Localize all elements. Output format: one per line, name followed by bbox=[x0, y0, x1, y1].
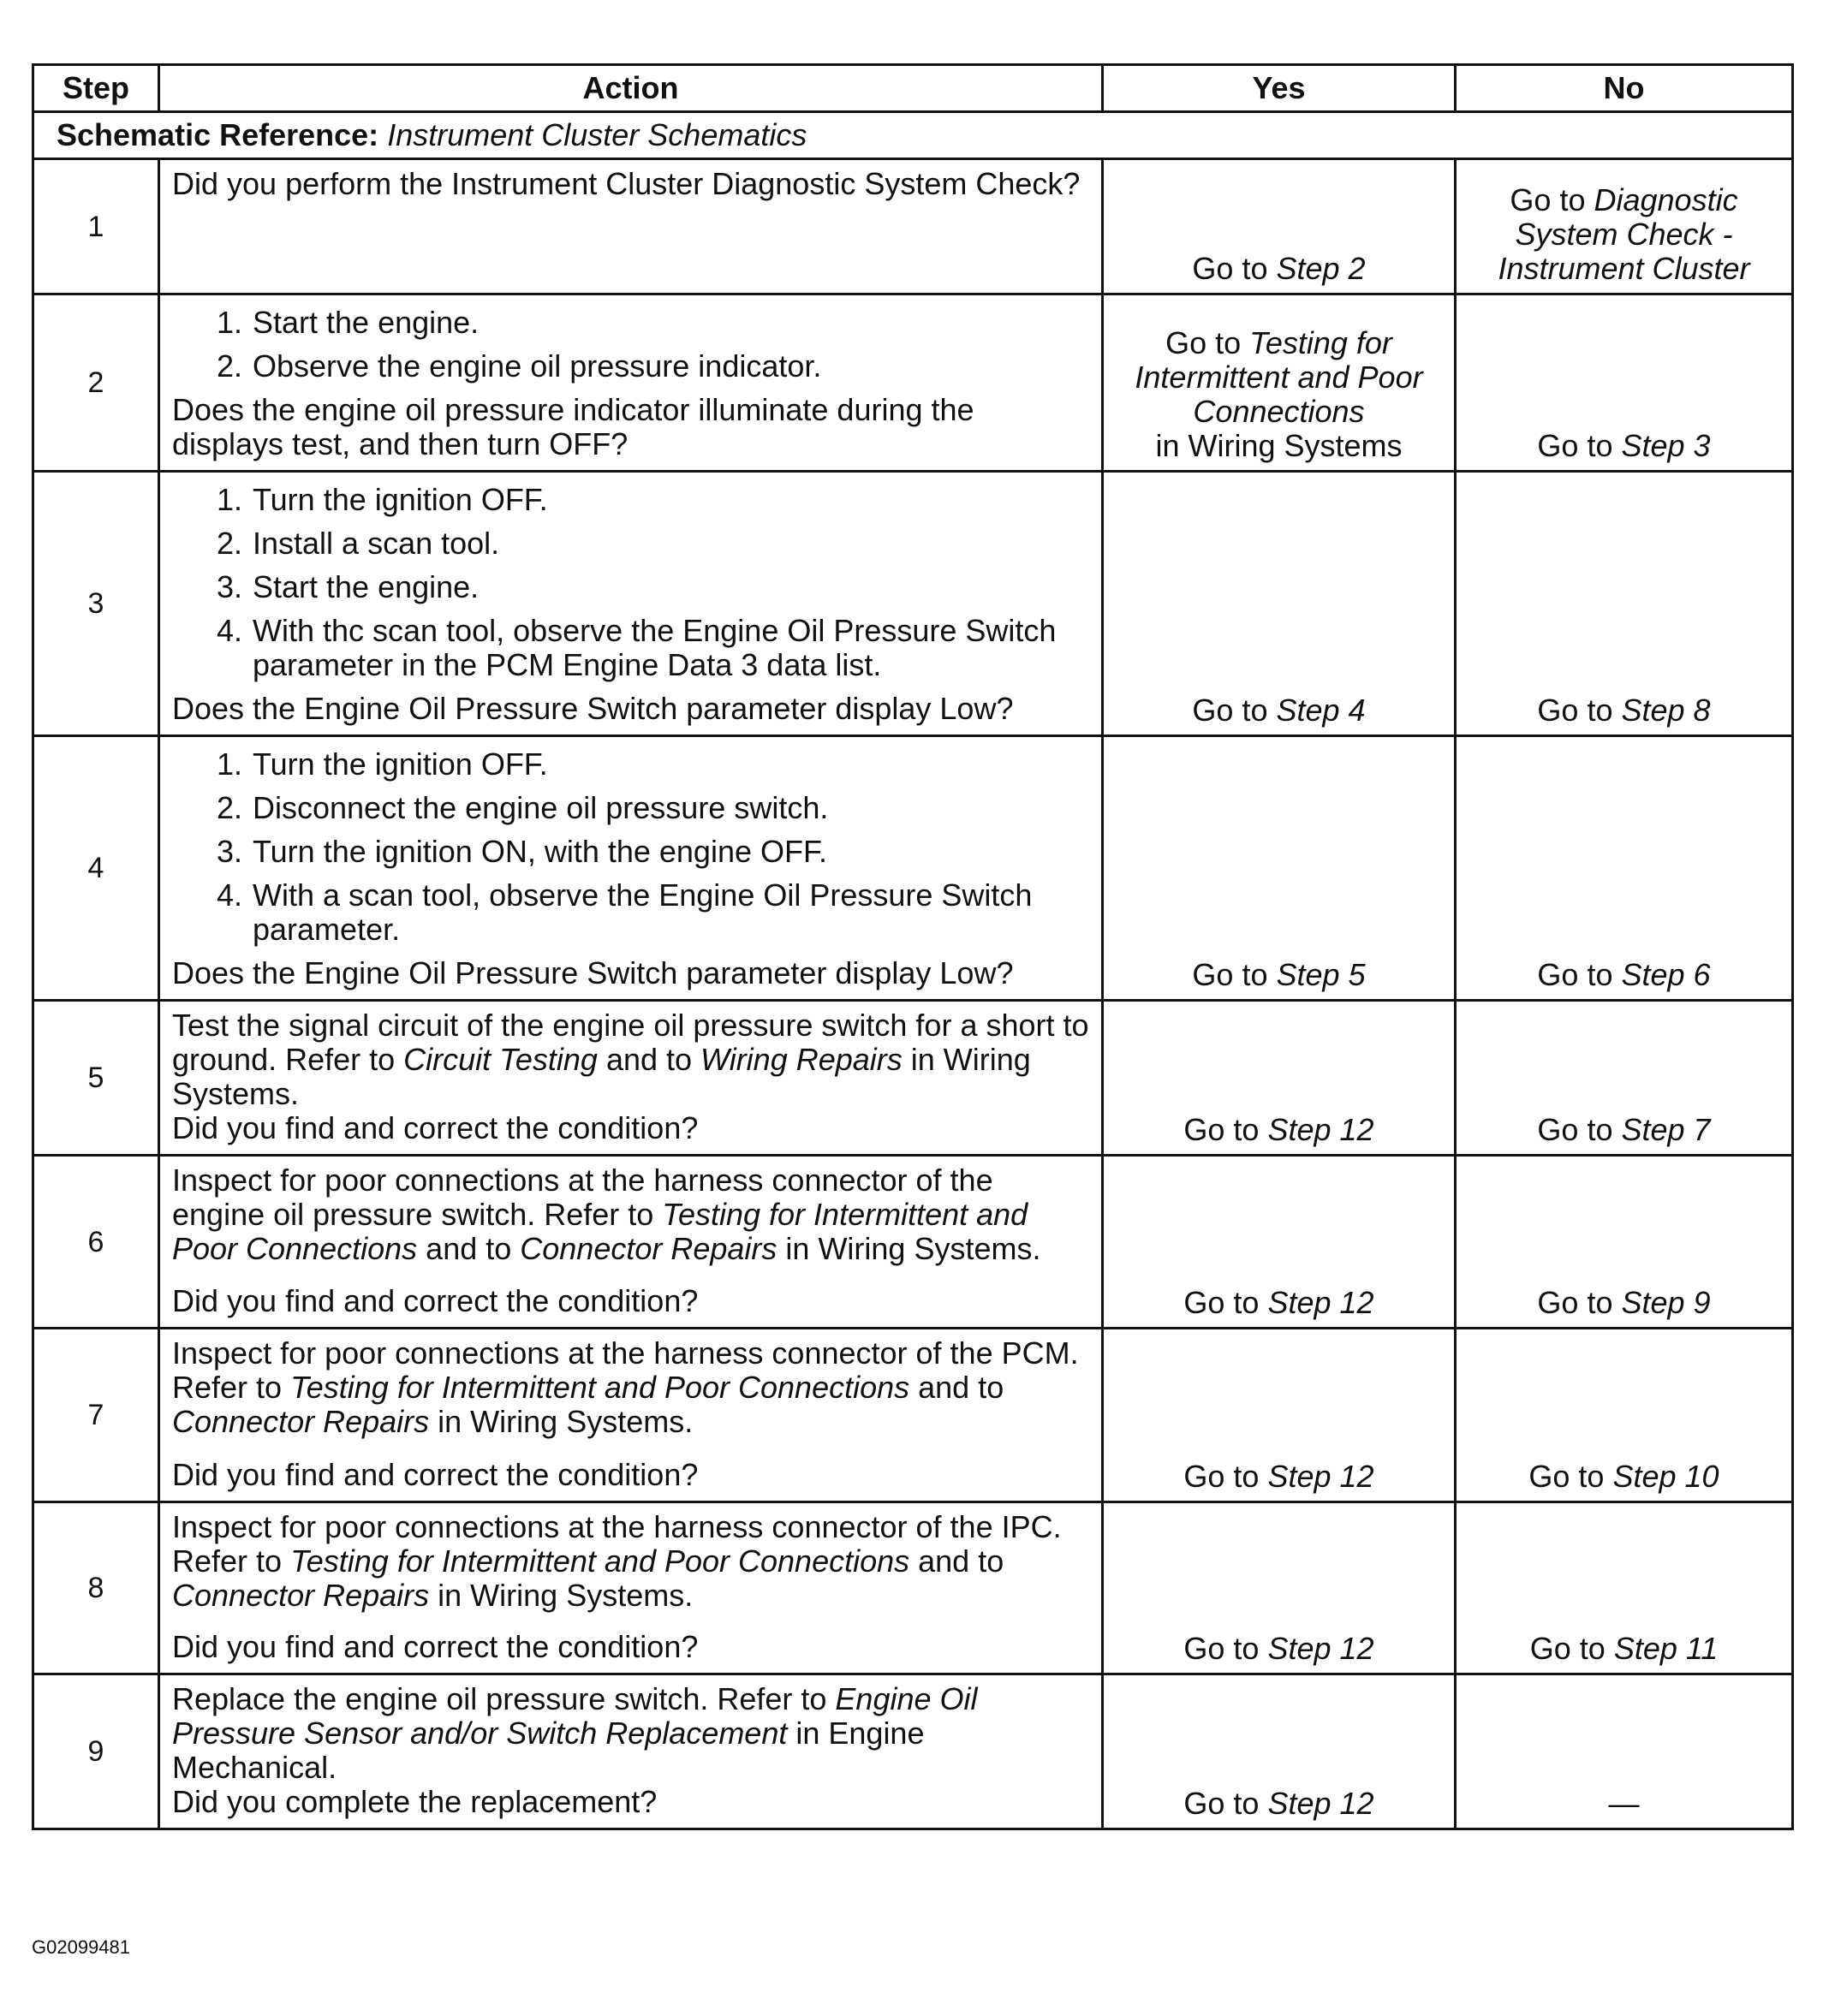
action-content-4 bbox=[172, 744, 1089, 990]
no-cell-4 bbox=[1456, 736, 1793, 1001]
action-step-item bbox=[172, 835, 1089, 869]
action-steps-2 bbox=[172, 306, 1089, 384]
no-cell-5 bbox=[1456, 1001, 1793, 1156]
no-link-6[interactable]: Step 9 bbox=[1621, 1285, 1711, 1320]
action-step-text: With a scan tool, observe the Engine Oil Pressure Switch parameter. bbox=[253, 877, 1033, 947]
no-goto-5: Go to bbox=[1537, 1112, 1622, 1147]
action-step-item bbox=[172, 483, 1089, 517]
step-number-9: 9 bbox=[33, 1674, 159, 1829]
action-step-text: Disconnect the engine oil pressure switch. bbox=[253, 790, 829, 825]
yes-link-5[interactable]: Step 12 bbox=[1267, 1112, 1374, 1147]
action-cell-3 bbox=[159, 472, 1103, 736]
action-text-part-5: and to bbox=[597, 1042, 701, 1077]
action-step-number: 2. bbox=[216, 526, 242, 561]
yes-goto-5: Go to bbox=[1183, 1112, 1268, 1147]
schematic-reference-link[interactable]: Instrument Cluster Schematics bbox=[387, 117, 807, 152]
action-text-part-8: Inspect for poor connections at the harness connector of the IPC. Refer to bbox=[172, 1509, 1062, 1579]
action-text-part-7: Inspect for poor connections at the harness connector of the PCM. Refer to bbox=[172, 1335, 1079, 1405]
table-row bbox=[33, 1674, 1793, 1829]
action-step-text: Turn the ignition OFF. bbox=[253, 746, 548, 782]
action-reference-5[interactable]: Wiring Repairs bbox=[700, 1042, 903, 1077]
action-steps-3 bbox=[172, 483, 1089, 682]
action-question-2: Does the engine oil pressure indicator illuminate during the displays test, and then turn OFF? bbox=[172, 392, 974, 461]
action-step-item bbox=[172, 878, 1089, 947]
action-text-part-6: Inspect for poor connections at the harness connector of the engine oil pressure switch. Refer to bbox=[172, 1163, 993, 1232]
action-step-number: 3. bbox=[216, 569, 242, 604]
action-content-8 bbox=[172, 1510, 1089, 1664]
action-top-9 bbox=[172, 1682, 1089, 1785]
action-step-item bbox=[172, 306, 1089, 340]
action-question-8: Did you find and correct the condition? bbox=[172, 1629, 699, 1664]
yes-link-6[interactable]: Step 12 bbox=[1267, 1285, 1374, 1320]
action-text-1: Did you perform the Instrument Cluster Diagnostic System Check? bbox=[172, 166, 1081, 201]
yes-cell-2 bbox=[1103, 294, 1456, 472]
action-top-2 bbox=[172, 302, 1089, 393]
action-step-text: Turn the ignition ON, with the engine OFF. bbox=[253, 834, 827, 869]
yes-cell-7 bbox=[1103, 1329, 1456, 1502]
no-cell-7 bbox=[1456, 1329, 1793, 1502]
action-content-5 bbox=[172, 1008, 1089, 1145]
step-number-8: 8 bbox=[33, 1502, 159, 1674]
action-text-part-5: Test the signal circuit of the engine oil pressure switch for a short to ground. Refer to bbox=[172, 1008, 1089, 1077]
no-link-2[interactable]: Step 3 bbox=[1621, 428, 1711, 463]
yes-cell-9 bbox=[1103, 1674, 1456, 1829]
action-reference-9[interactable]: Engine Oil Pressure Sensor and/or Switch Replacement bbox=[172, 1681, 978, 1751]
action-step-item bbox=[172, 570, 1089, 604]
yes-suffix-2: in Wiring Systems bbox=[1155, 428, 1403, 463]
no-cell-2 bbox=[1456, 294, 1793, 472]
schematic-reference-cell bbox=[33, 112, 1793, 159]
action-text-part-5: in Wiring Systems. bbox=[172, 1042, 1031, 1111]
yes-cell-3 bbox=[1103, 472, 1456, 736]
no-link-8[interactable]: Step 11 bbox=[1613, 1631, 1719, 1666]
table-row bbox=[33, 1001, 1793, 1156]
action-step-text: Observe the engine oil pressure indicator. bbox=[253, 348, 822, 384]
action-step-text: Start the engine. bbox=[253, 569, 480, 604]
action-step-item bbox=[172, 791, 1089, 825]
action-cell-6 bbox=[159, 1156, 1103, 1329]
table-row bbox=[33, 736, 1793, 1001]
action-top-3 bbox=[172, 479, 1089, 692]
no-goto-7: Go to bbox=[1528, 1459, 1613, 1494]
yes-cell-5 bbox=[1103, 1001, 1456, 1156]
no-link-7[interactable]: Step 10 bbox=[1612, 1459, 1719, 1494]
no-cell-6 bbox=[1456, 1156, 1793, 1329]
action-text-part-6: and to bbox=[417, 1231, 521, 1266]
action-text-part-9: in Engine Mechanical. bbox=[172, 1716, 925, 1785]
action-top-8 bbox=[172, 1510, 1089, 1613]
action-question-4: Does the Engine Oil Pressure Switch parameter display Low? bbox=[172, 955, 1014, 990]
step-number-4: 4 bbox=[33, 736, 159, 1001]
action-step-text: Turn the ignition OFF. bbox=[253, 482, 548, 517]
action-top-6 bbox=[172, 1163, 1089, 1266]
action-cell-2 bbox=[159, 294, 1103, 472]
action-step-item bbox=[172, 349, 1089, 384]
action-content-2 bbox=[172, 302, 1089, 461]
action-cell-8 bbox=[159, 1502, 1103, 1674]
action-step-number: 1. bbox=[216, 746, 242, 782]
action-step-text: Install a scan tool. bbox=[253, 526, 500, 561]
step-number-5: 5 bbox=[33, 1001, 159, 1156]
step-number-1: 1 bbox=[33, 159, 159, 294]
action-question-5: Did you find and correct the condition? bbox=[172, 1110, 699, 1145]
action-reference-7[interactable]: Testing for Intermittent and Poor Connections bbox=[290, 1370, 910, 1405]
action-question-3: Does the Engine Oil Pressure Switch parameter display Low? bbox=[172, 691, 1014, 726]
no-goto-6: Go to bbox=[1537, 1285, 1622, 1320]
action-reference-8[interactable]: Connector Repairs bbox=[172, 1578, 430, 1613]
no-cell-9 bbox=[1456, 1674, 1793, 1829]
action-text-part-7: in Wiring Systems. bbox=[429, 1404, 694, 1439]
no-link-5[interactable]: Step 7 bbox=[1621, 1112, 1711, 1147]
no-goto-4: Go to bbox=[1537, 957, 1622, 992]
step-number-2: 2 bbox=[33, 294, 159, 472]
yes-goto-7: Go to bbox=[1183, 1459, 1268, 1494]
action-text-part-8: and to bbox=[909, 1543, 1004, 1579]
no-link-3[interactable]: Step 8 bbox=[1621, 693, 1711, 728]
header-row bbox=[33, 65, 1793, 112]
action-top-4 bbox=[172, 744, 1089, 956]
action-step-number: 3. bbox=[216, 834, 242, 869]
action-cell-5 bbox=[159, 1001, 1103, 1156]
action-reference-5[interactable]: Circuit Testing bbox=[403, 1042, 598, 1077]
header-yes: Yes bbox=[1103, 65, 1456, 112]
yes-cell-4 bbox=[1103, 736, 1456, 1001]
table-row bbox=[33, 1329, 1793, 1502]
yes-cell-1 bbox=[1103, 159, 1456, 294]
figure-id: G02099481 bbox=[32, 1936, 130, 1958]
action-step-item bbox=[172, 526, 1089, 561]
no-link-4[interactable]: Step 6 bbox=[1621, 957, 1711, 992]
yes-goto-2: Go to bbox=[1165, 325, 1250, 360]
no-cell-8 bbox=[1456, 1502, 1793, 1674]
yes-link-7[interactable]: Step 12 bbox=[1267, 1459, 1374, 1494]
yes-link-8[interactable]: Step 12 bbox=[1267, 1631, 1374, 1666]
schematic-reference-label: Schematic Reference: bbox=[57, 117, 379, 152]
action-content-1 bbox=[172, 167, 1089, 284]
action-top-5 bbox=[172, 1008, 1089, 1111]
no-cell-1 bbox=[1456, 159, 1793, 294]
action-text-part-8: in Wiring Systems. bbox=[429, 1578, 694, 1613]
no-goto-2: Go to bbox=[1537, 428, 1622, 463]
header-action: Action bbox=[159, 65, 1103, 112]
action-step-item bbox=[172, 747, 1089, 782]
yes-goto-3: Go to bbox=[1192, 693, 1277, 728]
action-reference-8[interactable]: Testing for Intermittent and Poor Connections bbox=[290, 1543, 910, 1579]
action-step-number: 1. bbox=[216, 482, 242, 517]
action-step-text: With thc scan tool, observe the Engine Oil Pressure Switch parameter in the PCM Engine Data 3 data list. bbox=[253, 613, 1057, 682]
action-step-number: 2. bbox=[216, 348, 242, 384]
yes-goto-6: Go to bbox=[1183, 1285, 1268, 1320]
yes-goto-9: Go to bbox=[1183, 1786, 1268, 1821]
action-content-3 bbox=[172, 479, 1089, 726]
action-top-1 bbox=[172, 167, 1089, 201]
yes-link-3[interactable]: Step 4 bbox=[1276, 693, 1366, 728]
action-step-text: Start the engine. bbox=[253, 305, 480, 340]
action-content-7 bbox=[172, 1336, 1089, 1492]
action-question-7: Did you find and correct the condition? bbox=[172, 1457, 699, 1492]
action-steps-4 bbox=[172, 747, 1089, 947]
no-goto-3: Go to bbox=[1537, 693, 1622, 728]
yes-cell-8 bbox=[1103, 1502, 1456, 1674]
yes-goto-1: Go to bbox=[1192, 251, 1277, 286]
table-row bbox=[33, 159, 1793, 294]
table-row bbox=[33, 472, 1793, 736]
action-text-8 bbox=[172, 1510, 1089, 1613]
no-goto-1: Go to bbox=[1510, 182, 1594, 217]
yes-cell-6 bbox=[1103, 1156, 1456, 1329]
header-step: Step bbox=[33, 65, 159, 112]
no-dash-9: — bbox=[1608, 1786, 1640, 1821]
action-cell-1 bbox=[159, 159, 1103, 294]
table-row bbox=[33, 294, 1793, 472]
action-top-7 bbox=[172, 1336, 1089, 1439]
action-reference-6[interactable]: Testing for Intermittent and Poor Connections bbox=[172, 1197, 1028, 1266]
yes-link-9[interactable]: Step 12 bbox=[1267, 1786, 1374, 1821]
table-row bbox=[33, 1502, 1793, 1674]
action-step-number: 4. bbox=[216, 877, 242, 913]
action-cell-9 bbox=[159, 1674, 1103, 1829]
action-text-part-6: in Wiring Systems. bbox=[777, 1231, 1041, 1266]
action-text-part-9: Replace the engine oil pressure switch. Refer to bbox=[172, 1681, 836, 1716]
action-step-number: 1. bbox=[216, 305, 242, 340]
step-number-7: 7 bbox=[33, 1329, 159, 1502]
no-cell-3 bbox=[1456, 472, 1793, 736]
yes-goto-8: Go to bbox=[1183, 1631, 1268, 1666]
action-question-9: Did you complete the replacement? bbox=[172, 1784, 658, 1819]
action-text-9 bbox=[172, 1682, 1089, 1785]
yes-link-1[interactable]: Step 2 bbox=[1276, 251, 1366, 286]
yes-link-2[interactable]: Testing for Intermittent and Poor Connections bbox=[1135, 325, 1423, 429]
action-reference-6[interactable]: Connector Repairs bbox=[520, 1231, 777, 1266]
action-content-6 bbox=[172, 1163, 1089, 1318]
action-reference-7[interactable]: Connector Repairs bbox=[172, 1404, 430, 1439]
action-step-item bbox=[172, 614, 1089, 682]
yes-goto-4: Go to bbox=[1192, 957, 1277, 992]
diagnostic-table bbox=[32, 63, 1794, 1830]
schematic-reference-row bbox=[33, 112, 1793, 159]
no-goto-8: Go to bbox=[1529, 1631, 1614, 1666]
action-text-6 bbox=[172, 1163, 1089, 1266]
action-step-number: 2. bbox=[216, 790, 242, 825]
action-step-number: 4. bbox=[216, 613, 242, 648]
action-question-6: Did you find and correct the condition? bbox=[172, 1283, 699, 1318]
action-text-5 bbox=[172, 1008, 1089, 1111]
table-row bbox=[33, 1156, 1793, 1329]
step-number-3: 3 bbox=[33, 472, 159, 736]
no-link-1[interactable]: Diagnostic System Check - Instrument Cluster bbox=[1498, 182, 1750, 286]
action-content-9 bbox=[172, 1682, 1089, 1819]
header-no: No bbox=[1456, 65, 1793, 112]
action-text-7 bbox=[172, 1336, 1089, 1439]
yes-link-4[interactable]: Step 5 bbox=[1276, 957, 1366, 992]
action-cell-7 bbox=[159, 1329, 1103, 1502]
step-number-6: 6 bbox=[33, 1156, 159, 1329]
action-cell-4 bbox=[159, 736, 1103, 1001]
action-text-part-7: and to bbox=[909, 1370, 1004, 1405]
